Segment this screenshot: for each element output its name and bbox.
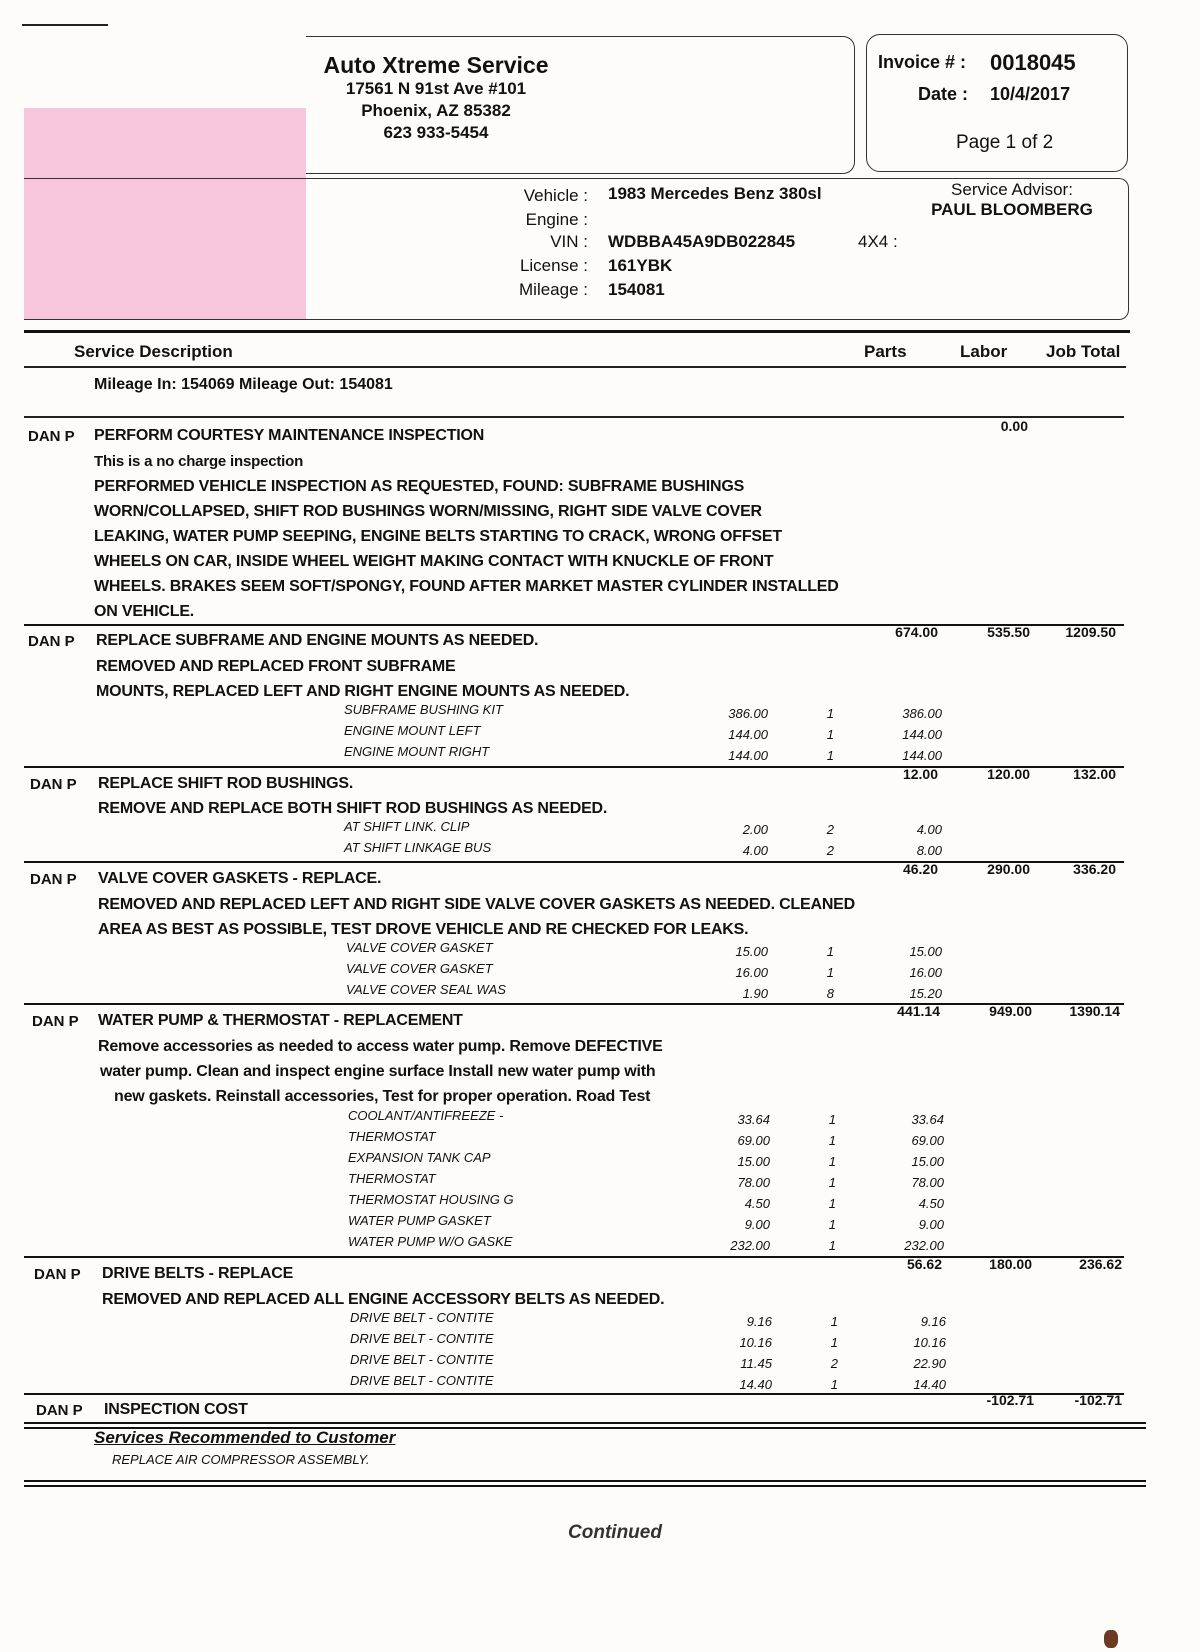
job-desc-line: ON VEHICLE. — [94, 603, 195, 620]
header-rule-top — [24, 330, 1130, 333]
recommended-rule-top — [24, 1422, 1146, 1424]
job-desc-line: REMOVE AND REPLACE BOTH SHIFT ROD BUSHINGS AS NEEDED. — [98, 800, 608, 817]
recommended-item: REPLACE AIR COMPRESSOR ASSEMBLY. — [112, 1452, 370, 1467]
part-price: 9.16 — [746, 1314, 772, 1329]
part-extended: 33.64 — [911, 1112, 944, 1127]
col-parts: Parts — [864, 342, 907, 361]
job-desc-line: MOUNTS, REPLACED LEFT AND RIGHT ENGINE MOUNTS AS NEEDED. — [96, 683, 630, 700]
job-tech: DAN P — [28, 428, 75, 445]
job-separator — [24, 766, 1124, 768]
job-total: 236.62 — [1079, 1256, 1122, 1272]
part-name: WATER PUMP W/O GASKE — [348, 1234, 513, 1249]
part-price: 15.00 — [737, 1154, 770, 1169]
job-desc-line: PERFORMED VEHICLE INSPECTION AS REQUESTED, FOUND: SUBFRAME BUSHINGS — [94, 478, 745, 495]
mileage-in-out: Mileage In: 154069 Mileage Out: 154081 — [94, 376, 393, 393]
invoice-date: 10/4/2017 — [990, 84, 1071, 104]
part-price: 69.00 — [737, 1133, 770, 1148]
part-extended: 14.40 — [913, 1377, 946, 1392]
shop-info — [316, 52, 556, 144]
part-price: 15.00 — [735, 944, 768, 959]
col-service-description: Service Description — [74, 342, 233, 361]
part-price: 232.00 — [730, 1238, 770, 1253]
part-name: EXPANSION TANK CAP — [348, 1150, 491, 1165]
part-extended: 69.00 — [911, 1133, 944, 1148]
part-extended: 15.00 — [911, 1154, 944, 1169]
vin-value: WDBBA45A9DB022845 — [608, 232, 796, 251]
vehicle-label: Vehicle : — [523, 186, 588, 205]
job-desc-line: water pump. Clean and inspect engine surface Install new water pump with — [100, 1063, 656, 1080]
job-title: VALVE COVER GASKETS - REPLACE. — [98, 870, 382, 887]
job-tech: DAN P — [34, 1266, 81, 1283]
job-desc-line: new gaskets. Reinstall accessories, Test for proper operation. Road Test — [114, 1088, 651, 1105]
part-extended: 78.00 — [911, 1175, 944, 1190]
part-name: VALVE COVER GASKET — [346, 940, 493, 955]
part-qty: 1 — [828, 1238, 836, 1253]
service-advisor-label: Service Advisor: — [951, 180, 1073, 199]
job-labor: -102.71 — [986, 1392, 1034, 1408]
recommended-rule-bottom2 — [24, 1485, 1146, 1487]
job-parts-total: 0.00 — [1000, 418, 1028, 434]
mileage-rule — [24, 416, 1124, 418]
part-name: ENGINE MOUNT RIGHT — [344, 744, 490, 759]
invoice-number: 0018045 — [990, 50, 1076, 75]
part-name: THERMOSTAT HOUSING G — [348, 1192, 514, 1207]
invoice-date-label: Date : — [918, 84, 969, 104]
part-extended: 10.16 — [913, 1335, 946, 1350]
service-advisor-name: PAUL BLOOMBERG — [931, 200, 1093, 219]
job-desc-line: LEAKING, WATER PUMP SEEPING, ENGINE BELTS STARTING TO CRACK, WRONG OFFSET — [94, 528, 782, 545]
part-price: 10.16 — [739, 1335, 772, 1350]
job-title: REPLACE SUBFRAME AND ENGINE MOUNTS AS NEEDED. — [96, 632, 539, 649]
shop-address-line1: 17561 N 91st Ave #101 — [345, 79, 527, 98]
part-extended: 9.16 — [920, 1314, 946, 1329]
part-price: 78.00 — [737, 1175, 770, 1190]
job-total: 1209.50 — [1065, 624, 1116, 640]
shop-address-line2: Phoenix, AZ 85382 — [361, 101, 511, 120]
job-desc-line: REMOVED AND REPLACED FRONT SUBFRAME — [96, 658, 456, 675]
part-extended: 16.00 — [909, 965, 942, 980]
part-extended: 232.00 — [904, 1238, 944, 1253]
job-desc-line: This is a no charge inspection — [94, 453, 304, 470]
job-desc-line: REMOVED AND REPLACED ALL ENGINE ACCESSORY BELTS AS NEEDED. — [102, 1291, 665, 1308]
job-title: WATER PUMP & THERMOSTAT - REPLACEMENT — [98, 1012, 463, 1029]
job-labor: 290.00 — [987, 861, 1030, 877]
job-labor: 120.00 — [987, 766, 1030, 782]
part-price: 1.90 — [742, 986, 768, 1001]
scan-speck — [1104, 1630, 1118, 1648]
part-qty: 8 — [826, 986, 834, 1001]
job-separator — [24, 624, 1124, 626]
shop-phone: 623 933-5454 — [383, 123, 489, 142]
part-price: 144.00 — [728, 727, 768, 742]
job-tech: DAN P — [28, 633, 75, 650]
part-extended: 144.00 — [902, 748, 942, 763]
job-total: 132.00 — [1073, 766, 1116, 782]
job-title: PERFORM COURTESY MAINTENANCE INSPECTION — [94, 427, 485, 444]
part-name: DRIVE BELT - CONTITE — [350, 1373, 494, 1388]
job-tech: DAN P — [32, 1013, 79, 1030]
part-name: WATER PUMP GASKET — [348, 1213, 491, 1228]
col-labor: Labor — [960, 342, 1008, 361]
part-extended: 4.00 — [916, 822, 942, 837]
invoice-number-label: Invoice # : — [878, 52, 967, 72]
part-extended: 144.00 — [902, 727, 942, 742]
part-price: 11.45 — [740, 1356, 772, 1371]
part-price: 14.40 — [739, 1377, 772, 1392]
shop-name: Auto Xtreme Service — [323, 52, 549, 78]
job-total: 336.20 — [1073, 861, 1116, 877]
part-qty: 1 — [826, 748, 834, 763]
part-name: SUBFRAME BUSHING KIT — [344, 702, 503, 717]
page-indicator: Page 1 of 2 — [956, 132, 1054, 153]
part-price: 386.00 — [728, 706, 768, 721]
job-separator — [24, 1393, 1124, 1395]
part-name: AT SHIFT LINK. CLIP — [344, 819, 470, 834]
job-title: REPLACE SHIFT ROD BUSHINGS. — [98, 775, 354, 792]
job-tech: DAN P — [30, 776, 77, 793]
job-title: INSPECTION COST — [104, 1401, 248, 1418]
part-extended: 4.50 — [918, 1196, 944, 1211]
part-extended: 22.90 — [913, 1356, 946, 1371]
part-qty: 1 — [830, 1377, 838, 1392]
continued-label: Continued — [568, 1522, 662, 1543]
part-qty: 1 — [828, 1175, 836, 1190]
job-total: -102.71 — [1074, 1392, 1122, 1408]
part-name: VALVE COVER GASKET — [346, 961, 493, 976]
part-extended: 386.00 — [902, 706, 942, 721]
job-parts-total: 441.14 — [897, 1003, 940, 1019]
part-qty: 1 — [828, 1217, 836, 1232]
job-desc-line: WORN/COLLAPSED, SHIFT ROD BUSHINGS WORN/MISSING, RIGHT SIDE VALVE COVER — [94, 503, 762, 520]
job-total: 1390.14 — [1069, 1003, 1120, 1019]
part-qty: 2 — [830, 1356, 838, 1371]
part-qty: 1 — [826, 706, 834, 721]
part-price: 4.00 — [742, 843, 768, 858]
col-job-total: Job Total — [1046, 342, 1121, 361]
job-desc-line: WHEELS. BRAKES SEEM SOFT/SPONGY, FOUND AFTER MARKET MASTER CYLINDER INSTALLED — [94, 578, 839, 595]
part-qty: 1 — [828, 1196, 836, 1211]
part-extended: 9.00 — [918, 1217, 944, 1232]
part-name: DRIVE BELT - CONTITE — [350, 1310, 494, 1325]
recommended-title: Services Recommended to Customer — [94, 1428, 396, 1447]
part-price: 16.00 — [735, 965, 768, 980]
mileage-value: 154081 — [608, 280, 665, 299]
job-desc-line: REMOVED AND REPLACED LEFT AND RIGHT SIDE VALVE COVER GASKETS AS NEEDED. CLEANED — [98, 896, 856, 913]
license-value: 161YBK — [608, 256, 673, 275]
part-qty: 1 — [826, 965, 834, 980]
part-qty: 2 — [826, 822, 834, 837]
part-name: VALVE COVER SEAL WAS — [346, 982, 506, 997]
part-name: DRIVE BELT - CONTITE — [350, 1331, 494, 1346]
header-rule-bottom — [24, 366, 1126, 368]
job-parts-total: 12.00 — [902, 766, 938, 782]
part-price: 33.64 — [737, 1112, 770, 1127]
part-qty: 1 — [826, 727, 834, 742]
job-separator — [24, 1256, 1124, 1258]
part-qty: 1 — [830, 1314, 838, 1329]
part-price: 4.50 — [744, 1196, 770, 1211]
part-qty: 1 — [828, 1154, 836, 1169]
part-qty: 1 — [826, 944, 834, 959]
job-parts-total: 46.20 — [902, 861, 938, 877]
part-name: THERMOSTAT — [348, 1171, 436, 1186]
job-separator — [24, 1003, 1124, 1005]
mileage-label: Mileage : — [519, 280, 588, 299]
part-name: COOLANT/ANTIFREEZE - — [348, 1108, 504, 1123]
job-desc-line: AREA AS BEST AS POSSIBLE, TEST DROVE VEHICLE AND RE CHECKED FOR LEAKS. — [98, 921, 749, 938]
part-extended: 15.20 — [909, 986, 942, 1001]
part-qty: 2 — [826, 843, 834, 858]
job-desc-line: WHEELS ON CAR, INSIDE WHEEL WEIGHT MAKING CONTACT WITH KNUCKLE OF FRONT — [94, 553, 774, 570]
scan-mark — [22, 24, 108, 26]
vin-label: VIN : — [550, 232, 588, 251]
part-price: 2.00 — [742, 822, 768, 837]
4x4-label: 4X4 : — [858, 232, 898, 251]
job-parts-total: 674.00 — [895, 624, 938, 640]
job-parts-total: 56.62 — [906, 1256, 942, 1272]
recommended-rule-bottom — [24, 1480, 1146, 1482]
job-title: DRIVE BELTS - REPLACE — [102, 1265, 294, 1282]
part-qty: 1 — [828, 1112, 836, 1127]
part-name: DRIVE BELT - CONTITE — [350, 1352, 494, 1367]
part-price: 9.00 — [744, 1217, 770, 1232]
part-price: 144.00 — [728, 748, 768, 763]
part-name: THERMOSTAT — [348, 1129, 436, 1144]
part-extended: 8.00 — [916, 843, 942, 858]
license-label: License : — [519, 256, 588, 275]
engine-label: Engine : — [525, 210, 588, 229]
part-name: AT SHIFT LINKAGE BUS — [344, 840, 492, 855]
job-separator — [24, 861, 1124, 863]
job-labor: 535.50 — [987, 624, 1030, 640]
vehicle-value: 1983 Mercedes Benz 380sl — [608, 184, 822, 203]
job-labor: 180.00 — [989, 1256, 1032, 1272]
job-tech: DAN P — [30, 871, 77, 888]
part-qty: 1 — [830, 1335, 838, 1350]
part-name: ENGINE MOUNT LEFT — [344, 723, 481, 738]
job-desc-line: Remove accessories as needed to access water pump. Remove DEFECTIVE — [98, 1038, 663, 1055]
job-tech: DAN P — [36, 1402, 83, 1419]
part-qty: 1 — [828, 1133, 836, 1148]
part-extended: 15.00 — [909, 944, 942, 959]
job-labor: 949.00 — [989, 1003, 1032, 1019]
